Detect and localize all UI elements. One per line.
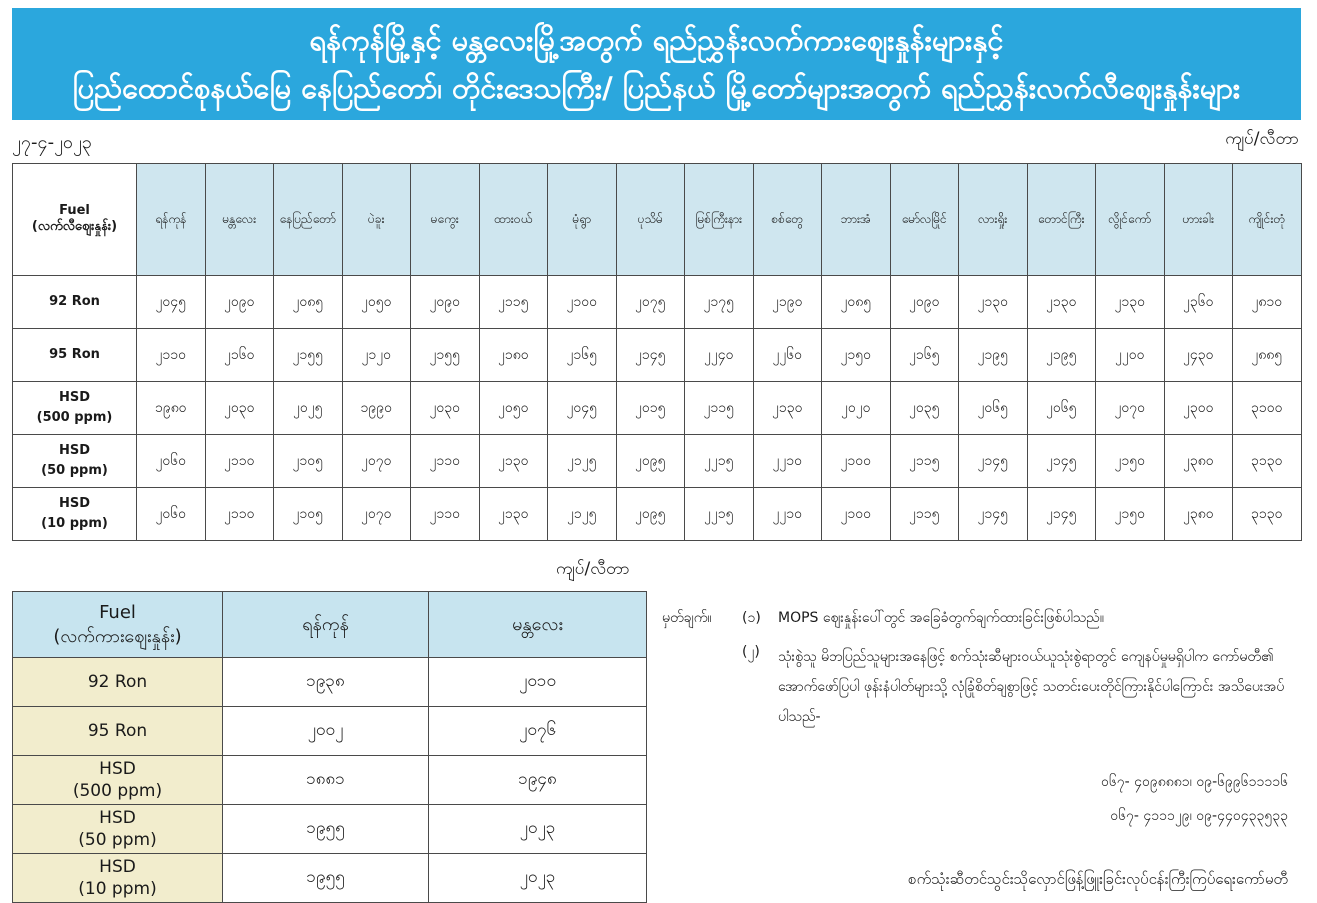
- city-column-header: တောင်ကြီး: [1027, 164, 1096, 276]
- price-cell: ၂၀၉၀: [411, 276, 480, 329]
- price-cell: ၂၁၂၀: [342, 329, 411, 382]
- city-column-header: စစ်တွေ: [753, 164, 822, 276]
- price-cell: ၂၁၄၅: [959, 488, 1028, 541]
- phone-numbers-1: ၀၆၇- ၄၀၉၈၈၈၁၊ ၀၉-၆၉၉၆၁၁၁၁၆: [1101, 774, 1288, 790]
- committee-name: စက်သုံးဆီတင်သွင်းသိုလှောင်ဖြန့်ဖြူးခြင်းလုပ်ငန်းကြီးကြပ်ရေးကော်မတီ: [908, 870, 1288, 888]
- price-cell: ၂၀၉၀: [890, 276, 959, 329]
- price-cell: ၂၁၈၀: [479, 329, 548, 382]
- price-cell: ၂၁၁၅: [890, 488, 959, 541]
- unit-label-middle: ကျပ်/လီတာ: [556, 559, 630, 579]
- fuel-type-label: [13, 805, 223, 854]
- price-cell: ၂၀၇၅: [616, 276, 685, 329]
- price-cell: ၂၁၃၀: [1027, 276, 1096, 329]
- price-cell: ၂၀၆၅: [1027, 382, 1096, 435]
- price-cell: ၂၀၉၅: [616, 488, 685, 541]
- price-cell: ၂၁၂၅: [548, 435, 617, 488]
- fuel-type-label: [13, 756, 223, 805]
- note-1-number: (၁): [742, 610, 761, 626]
- fuel-type-grade: (500 ppm): [72, 781, 163, 801]
- fuel-type-name: 95 Ron: [87, 721, 148, 741]
- fuel-type-label: [13, 276, 137, 329]
- unit-label-top: ကျပ်/လီတာ: [1225, 129, 1299, 149]
- price-cell: ၂၁၃၀: [479, 488, 548, 541]
- fuel-type-grade: (50 ppm): [41, 463, 108, 478]
- notes-title: မှတ်ချက်။: [662, 610, 712, 626]
- price-cell: ၂၁၃၀: [959, 276, 1028, 329]
- price-cell: ၁၉၃၈: [223, 658, 429, 707]
- fuel-type-label: [13, 435, 137, 488]
- city-column-header: မော်လမြိုင်: [890, 164, 959, 276]
- price-cell: ၂၁၄၅: [959, 435, 1028, 488]
- price-cell: ၂၁၆၅: [890, 329, 959, 382]
- fuel-column-header: [13, 164, 137, 276]
- city-column-header: ရန်ကုန်: [223, 592, 429, 658]
- fuel-type-name: 95 Ron: [49, 347, 100, 362]
- fuel-type-name: 92 Ron: [87, 672, 148, 692]
- price-cell: ၂၂၁၀: [753, 435, 822, 488]
- wholesale-table-header-row: [13, 592, 647, 658]
- price-cell: ၂၀၉၅: [616, 435, 685, 488]
- fuel-type-label: [13, 382, 137, 435]
- price-cell: ၂၁၁၀: [137, 329, 206, 382]
- wholesale-price-table: [12, 591, 647, 903]
- price-cell: ၂၀၆၀: [137, 435, 206, 488]
- price-cell: ၂၂၄၀: [685, 329, 754, 382]
- price-cell: ၂၀၂၅: [274, 382, 343, 435]
- banner-title-line-1: ရန်ကုန်မြို့နှင့် မန္တလေးမြို့အတွက် ရည်ညွှန်းလက်ကားဈေးနှုန်းများနှင့်: [309, 23, 1004, 57]
- city-column-header: မကွေး: [411, 164, 480, 276]
- note-2-number: (၂): [742, 644, 760, 660]
- price-cell: ၃၁၀၀: [1233, 382, 1302, 435]
- price-cell: ၂၀၄၅: [548, 382, 617, 435]
- fuel-column-header: [13, 592, 223, 658]
- price-cell: ၂၂၀၀: [1096, 329, 1165, 382]
- price-cell: ၂၁၁၀: [205, 435, 274, 488]
- retail-table-header-row: [13, 164, 1302, 276]
- city-column-header: ပဲခူး: [342, 164, 411, 276]
- fuel-type-name: HSD: [99, 857, 136, 877]
- fuel-type-grade: (10 ppm): [78, 879, 157, 899]
- price-cell: ၂၀၁၀: [429, 658, 647, 707]
- fuel-type-name: HSD: [99, 759, 136, 779]
- price-cell: ၂၁၅၀: [1096, 488, 1165, 541]
- retail-table-body: [13, 276, 1302, 541]
- price-cell: ၁၉၈၀: [137, 382, 206, 435]
- city-column-header: လွိုင်ကော်: [1096, 164, 1165, 276]
- city-column-header: နေပြည်တော်: [274, 164, 343, 276]
- fuel-type-label: [13, 854, 223, 903]
- wholesale-table-row: [13, 658, 647, 707]
- price-cell: ၂၁၉၀: [753, 276, 822, 329]
- phone-numbers-2: ၀၆၇- ၄၁၁၁၂၉၊ ၀၉-၄၄၀၄၃၃၅၃၃: [1110, 808, 1288, 824]
- price-cell: ၂၁၅၅: [274, 329, 343, 382]
- price-cell: ၂၂၁၅: [685, 488, 754, 541]
- city-column-header: မန္တလေး: [429, 592, 647, 658]
- fuel-type-name: HSD: [99, 808, 136, 828]
- retail-table-row: [13, 276, 1302, 329]
- retail-price-table: [12, 163, 1302, 541]
- price-cell: ၂၀၅၀: [342, 276, 411, 329]
- price-cell: ၂၂၁၀: [753, 488, 822, 541]
- price-cell: ၂၁၅၀: [1096, 435, 1165, 488]
- price-cell: ၂၁၁၀: [411, 488, 480, 541]
- price-cell: ၂၁၄၅: [1027, 488, 1096, 541]
- price-cell: ၂၃၀၀: [1164, 382, 1233, 435]
- fuel-header-line1: Fuel: [99, 601, 136, 623]
- fuel-type-grade: (10 ppm): [41, 516, 108, 531]
- price-cell: ၂၀၈၅: [822, 276, 891, 329]
- price-cell: ၂၈၈၅: [1233, 329, 1302, 382]
- city-column-header: မုံရွာ: [548, 164, 617, 276]
- price-cell: ၂၁၁၅: [479, 276, 548, 329]
- note-1-text: MOPS ဈေးနှုန်းပေါ်တွင် အခြေခံတွက်ချက်ထားခြင်းဖြစ်ပါသည်။: [778, 610, 1104, 626]
- price-cell: ၂၂၁၅: [685, 435, 754, 488]
- price-cell: ၂၃၆၀: [1164, 276, 1233, 329]
- price-cell: ၂၀၃၀: [411, 382, 480, 435]
- banner-title-line-2: ပြည်ထောင်စုနယ်မြေ နေပြည်တော်၊ တိုင်းဒေသကြီး/ ပြည်နယ် မြို့တော်များအတွက် ရည်ညွှန်းလက်လီဈေးနှုန်းများ: [72, 71, 1241, 105]
- fuel-type-label: [13, 707, 223, 756]
- wholesale-table-row: [13, 707, 647, 756]
- price-cell: ၁၈၈၁: [223, 756, 429, 805]
- price-cell: ၂၀၂၃: [429, 854, 647, 903]
- fuel-header-line1: Fuel: [59, 202, 90, 218]
- fuel-type-grade: (500 ppm): [36, 410, 113, 425]
- price-cell: ၂၀၈၅: [274, 276, 343, 329]
- price-cell: ၂၃၈၀: [1164, 488, 1233, 541]
- price-cell: ၂၁၂၅: [548, 488, 617, 541]
- price-cell: ၂၁၅၀: [822, 329, 891, 382]
- fuel-type-label: [13, 658, 223, 707]
- price-cell: ၂၁၆၅: [548, 329, 617, 382]
- price-cell: ၂၂၆၀: [753, 329, 822, 382]
- wholesale-table-body: [13, 658, 647, 903]
- fuel-header-line2: (လက်ကားဈေးနှုန်း): [53, 625, 182, 647]
- price-cell: ၁၉၉၀: [342, 382, 411, 435]
- price-cell: ၂၀၇၆: [429, 707, 647, 756]
- price-cell: ၃၁၃၀: [1233, 435, 1302, 488]
- price-cell: ၂၀၇၀: [342, 488, 411, 541]
- price-cell: ၂၁၉၅: [959, 329, 1028, 382]
- price-cell: ၂၀၃၀: [205, 382, 274, 435]
- price-cell: ၂၁၅၅: [411, 329, 480, 382]
- price-cell: ၂၀၆၅: [959, 382, 1028, 435]
- price-cell: ၃၁၃၀: [1233, 488, 1302, 541]
- wholesale-table-row: [13, 805, 647, 854]
- price-cell: ၂၀၇၀: [1096, 382, 1165, 435]
- city-column-header: မြစ်ကြီးနား: [685, 164, 754, 276]
- price-cell: ၂၁၀၀: [548, 276, 617, 329]
- retail-table-row: [13, 435, 1302, 488]
- retail-table-row: [13, 488, 1302, 541]
- price-cell: ၂၀၂၀: [822, 382, 891, 435]
- price-cell: ၂၁၀၅: [274, 488, 343, 541]
- price-cell: ၂၁၁၀: [411, 435, 480, 488]
- price-cell: ၂၁၆၀: [205, 329, 274, 382]
- city-column-header: လားရှိုး: [959, 164, 1028, 276]
- city-column-header: ထားဝယ်: [479, 164, 548, 276]
- wholesale-table-row: [13, 756, 647, 805]
- price-cell: ၂၁၄၅: [1027, 435, 1096, 488]
- fuel-type-label: [13, 488, 137, 541]
- wholesale-table-row: [13, 854, 647, 903]
- city-column-header: ဘားအံ: [822, 164, 891, 276]
- date-label: ၂၇-၄-၂၀၂၃: [12, 132, 93, 153]
- fuel-type-name: 92 Ron: [49, 294, 100, 309]
- price-cell: ၂၀၄၅: [137, 276, 206, 329]
- price-cell: ၂၁၇၅: [685, 276, 754, 329]
- price-cell: ၂၁၁၅: [890, 435, 959, 488]
- city-column-header: ရန်ကုန်: [137, 164, 206, 276]
- city-column-header: ဟားခါး: [1164, 164, 1233, 276]
- price-cell: ၂၀၀၂: [223, 707, 429, 756]
- city-column-header: ပုသိမ်: [616, 164, 685, 276]
- price-cell: ၂၁၃၀: [1096, 276, 1165, 329]
- city-column-header: ကျိုင်းတုံ: [1233, 164, 1302, 276]
- price-cell: ၂၁၁၀: [205, 488, 274, 541]
- price-cell: ၂၄၃၀: [1164, 329, 1233, 382]
- price-cell: ၂၁၁၅: [685, 382, 754, 435]
- price-cell: ၂၁၄၅: [616, 329, 685, 382]
- retail-table-row: [13, 329, 1302, 382]
- retail-table-row: [13, 382, 1302, 435]
- price-cell: ၂၁၀၀: [822, 435, 891, 488]
- price-cell: ၂၀၆၀: [137, 488, 206, 541]
- price-cell: ၂၁၃၀: [753, 382, 822, 435]
- price-cell: ၂၁၃၀: [479, 435, 548, 488]
- fuel-type-name: HSD: [58, 390, 91, 405]
- price-cell: ၂၀၅၀: [479, 382, 548, 435]
- price-cell: ၂၈၁၀: [1233, 276, 1302, 329]
- fuel-header-line2: (လက်လီဈေးနှုန်း): [31, 218, 118, 234]
- title-banner: [12, 8, 1301, 120]
- price-cell: ၂၀၇၀: [342, 435, 411, 488]
- fuel-type-label: [13, 329, 137, 382]
- fuel-type-grade: (50 ppm): [78, 830, 157, 850]
- city-column-header: မန္တလေး: [205, 164, 274, 276]
- price-cell: ၁၉၅၅: [223, 805, 429, 854]
- price-cell: ၂၁၉၅: [1027, 329, 1096, 382]
- price-cell: ၂၁၀၅: [274, 435, 343, 488]
- price-cell: ၂၀၃၅: [890, 382, 959, 435]
- price-cell: ၁၉၄၈: [429, 756, 647, 805]
- price-cell: ၂၀၂၃: [429, 805, 647, 854]
- fuel-type-name: HSD: [58, 443, 91, 458]
- price-cell: ၂၀၁၅: [616, 382, 685, 435]
- price-cell: ၂၃၈၀: [1164, 435, 1233, 488]
- note-2-text: သုံးစွဲသူ မိဘပြည်သူများအနေဖြင့် စက်သုံးဆီများဝယ်ယူသုံးစွဲရာတွင် ကျေနပ်မှုမရှိပါက ကော်မတီ၏ အောက်ဖော်ပြပါ ဖုန်းနံပါတ်များသို့ လုံခြုံစိတ်ချစွာဖြင့် သတင်းပေးတိုင်ကြားနိုင်ပါကြောင်း အသိပေးအပ်ပါသည်-: [778, 649, 1285, 725]
- fuel-type-name: HSD: [58, 496, 91, 511]
- price-cell: ၂၁၀၀: [822, 488, 891, 541]
- price-cell: ၁၉၅၅: [223, 854, 429, 903]
- price-cell: ၂၀၉၀: [205, 276, 274, 329]
